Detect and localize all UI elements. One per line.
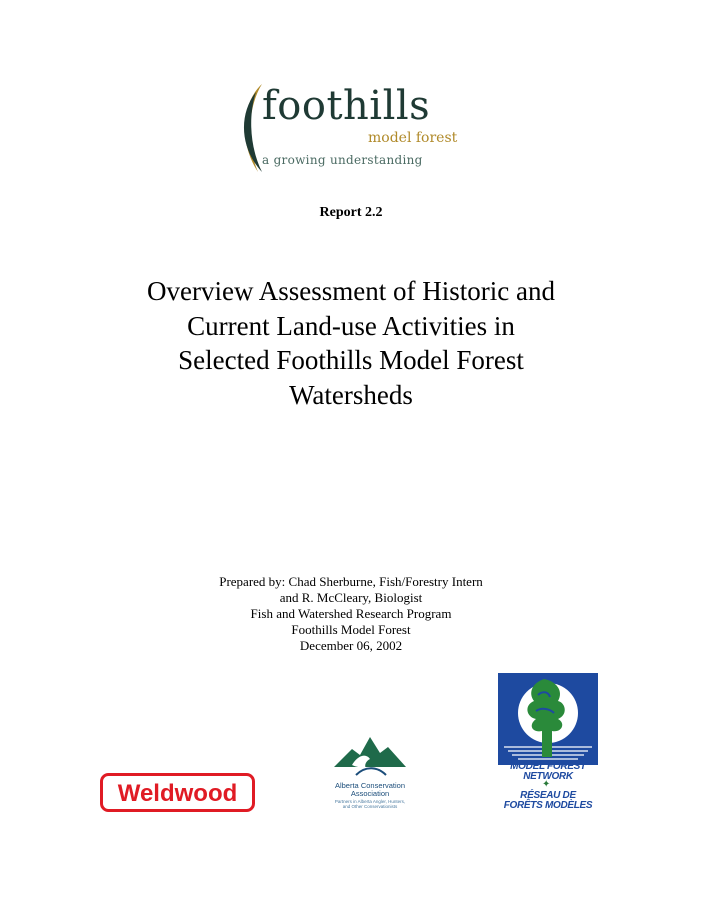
credit-line: Foothills Model Forest xyxy=(291,622,411,637)
aca-tagline-line: and Other Conservationists xyxy=(342,804,398,809)
report-number: Report 2.2 xyxy=(319,205,383,220)
aca-name xyxy=(322,782,418,798)
logo-tagline: a growing understanding xyxy=(262,153,423,167)
logo-subtitle: model forest xyxy=(368,130,458,146)
maple-leaf-icon: ✦ xyxy=(542,779,551,790)
title-line: Overview Assessment of Historic and xyxy=(147,276,555,306)
title-line: Selected Foothills Model Forest xyxy=(178,345,524,375)
mfn-french-line: RÉSEAU DE xyxy=(520,790,576,801)
mfn-english-line: MODEL FOREST xyxy=(510,761,586,772)
title-line: Watersheds xyxy=(289,379,413,410)
credit-line: Prepared by: Chad Sherburne, Fish/Forestry Intern xyxy=(219,574,483,589)
mfn-english-line: NETWORK xyxy=(523,771,573,782)
mfn-french xyxy=(482,791,614,811)
document-title xyxy=(100,274,602,412)
weldwood-label: Weldwood xyxy=(117,780,238,807)
logo-name: foothills xyxy=(262,83,431,129)
credit-line: December 06, 2002 xyxy=(299,638,403,653)
mfn-french-line: FORÊTS MODÈLES xyxy=(503,800,593,811)
aca-name-line: Alberta Conservation xyxy=(334,781,406,790)
weldwood-logo xyxy=(100,773,255,812)
aca-tagline-line: Partners in Alberta Angler, Hunters, xyxy=(334,799,406,804)
credits-block xyxy=(0,574,702,654)
credit-line: and R. McCleary, Biologist xyxy=(279,590,423,605)
credit-line: Fish and Watershed Research Program xyxy=(250,606,452,621)
model-forest-network-logo xyxy=(498,673,598,765)
aca-tagline xyxy=(322,799,418,809)
title-line: Current Land-use Activities in xyxy=(187,310,515,341)
aca-name-line: Association xyxy=(350,789,390,798)
